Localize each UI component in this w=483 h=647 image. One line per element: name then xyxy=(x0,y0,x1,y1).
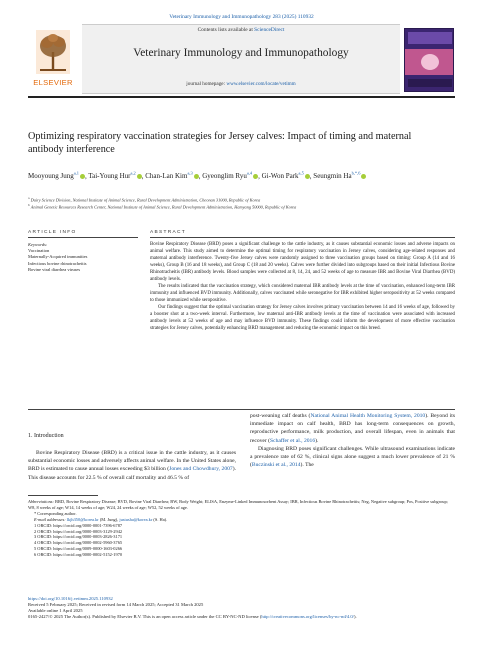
article-title: Optimizing respiratory vaccination strategies for Jersey calves: Impact of timing and maternal antibody interference xyxy=(28,131,412,155)
homepage-line xyxy=(82,81,400,87)
author-name: Chan-Lan Kim xyxy=(145,172,188,181)
journal-info-band xyxy=(82,24,400,94)
body-text: Bovine Respiratory Disease (BRD) is a critical issue in the cattle industry, as it causes substantial economic losses and adversely affects animal welfare. In the United States alone, BRD is estimated to cause annual losses exceeding $3 billion ( xyxy=(28,450,236,473)
author-affiliation-marker[interactable]: a,4 xyxy=(246,171,253,176)
doi-link[interactable]: https://doi.org/10.1016/j.vetimm.2025.110932 xyxy=(28,596,113,601)
journal-header xyxy=(28,24,455,94)
journal-title: Veterinary Immunology and Immunopathology xyxy=(133,47,349,59)
journal-cover-image[interactable] xyxy=(404,28,454,92)
keyword-item: Bovine viral diarrhea viruses xyxy=(28,266,81,272)
cover-art-circle xyxy=(421,54,439,70)
email-name-jung: (M. Jung), xyxy=(98,516,120,522)
keyword-item: Maternally-Acquired immunities xyxy=(28,254,88,260)
license-prefix: 0165-2427/© 2025 The Author(s). Published by Elsevier B.V. This is an open access article under the CC BY-NC-ND license ( xyxy=(28,613,262,619)
author-affiliation-marker[interactable]: a,3 xyxy=(187,171,193,176)
email-link-jung[interactable]: lkjh350@korea.kr xyxy=(66,516,99,522)
citation-link[interactable]: National Animal Health Monitoring System, 2010 xyxy=(310,413,426,419)
citation-link[interactable]: Buczinski et al., 2014 xyxy=(251,462,301,469)
orcid-note[interactable]: 3 ORCID: https://orcid.org/0000-0003-2826-3171 xyxy=(34,534,123,540)
cover-header-block xyxy=(408,32,452,44)
affiliation-a-text: Dairy Science Division, National Institute of Animal Science, Rural Development Administration, Cheonan 31000, Republic of Korea xyxy=(30,197,261,203)
keywords-label: Keywords: xyxy=(28,242,48,247)
author-separator: , xyxy=(258,172,262,181)
orcid-note[interactable]: 4 ORCID: https://orcid.org/0000-0002-5960-3765 xyxy=(34,540,123,546)
author-affiliation-marker[interactable]: b,*,6 xyxy=(351,171,361,176)
journal-reference-link[interactable]: Veterinary Immunology and Immunopathology 283 (2025) 110932 xyxy=(169,14,314,20)
affiliation-a xyxy=(28,196,455,202)
abstract-paragraph: The results indicated that the vaccination strategy, which considered maternal IBR antibody levels at the time of vaccination, enhanced long-term IBR immunity and influenced BVD immunity. Additionally, calves vaccinated while seronegative for IBR exhibited higher seropositivity at 52 weeks compared to those immunized while seropositive. xyxy=(150,284,455,303)
author[interactable] xyxy=(262,172,310,180)
abstract-body xyxy=(150,241,455,332)
orcid-icon[interactable] xyxy=(361,174,366,179)
body-text: ). Beyond its immediate impact on calf health, BRD has long-term consequences on growth, reproductive performance, milk production, and overall lifespan, even in animals that recover ( xyxy=(250,413,456,444)
author-affiliation-marker[interactable]: a,2 xyxy=(130,171,136,176)
author[interactable] xyxy=(28,172,85,180)
header-rule xyxy=(28,96,455,98)
author-name: Mooyoung Jung xyxy=(28,172,74,181)
introduction-left-column xyxy=(28,449,236,482)
orcid-note[interactable]: 1 ORCID: https://orcid.org/0000-0001-7396-6787 xyxy=(34,522,123,528)
license-statement xyxy=(28,614,455,620)
author[interactable] xyxy=(313,172,366,180)
author-name: Gi-Won Park xyxy=(261,172,299,181)
cover-footer-block xyxy=(408,79,452,87)
sciencedirect-link[interactable]: ScienceDirect xyxy=(254,27,285,33)
footnote-rule xyxy=(28,495,98,496)
abbreviations-text: BRD, Bovine Respiratory Disease; BVD, Bovine Viral Diarrhea; BW, Body Weight; ELISA, Enzyme-Linked Immunosorbent Assay; IBR, Infectious Bovine Rhinotracheitis; Neg, Negative subgroup; Pos, Positive subgroup; W8, 8 weeks of age; W14, 14 weeks of age; W24, 24 weeks of age; W52, 52 weeks of age. xyxy=(28,499,448,510)
journal-homepage-link[interactable]: www.elsevier.com/locate/vetimm xyxy=(226,81,296,87)
corresponding-author-note: * Corresponding author. xyxy=(34,510,77,516)
author-separator: , xyxy=(309,172,314,181)
abstract-heading: ABSTRACT xyxy=(150,230,186,235)
abstract-paragraph: Bovine Respiratory Disease (BRD) poses a significant challenge to the cattle industry, as it causes substantial economic losses and adverse impacts on animal welfare. This study aimed to determine the optimal timing for respiratory vaccination in Jersey calves, considering age-related responses and maternal antibody interference. Twenty-five Jersey calves were randomly assigned to three vaccination groups based on timing: Group A (14 and 16 weeks), Group B (16 and 18 weeks), and Group C (18 and 20 weeks). Calves were further divided into subgroups based on their initial Infectious Bovine Rhinotracheitis (IBR) antibody levels. Blood samples were collected at 8, 14, 24, and 52 weeks of age to measure IBR and Bovine Viral Diarrhea (BVD) antibody levels. xyxy=(150,242,455,282)
citation-link[interactable]: Jones and Chowdhury, 2007 xyxy=(169,466,233,473)
orcid-note[interactable]: 6 ORCID: https://orcid.org/0000-0002-5152-1970 xyxy=(34,552,123,558)
elsevier-logo[interactable] xyxy=(28,30,78,92)
affiliation-b xyxy=(28,203,455,209)
orcid-note[interactable]: 5 ORCID: https://orcid.org/0009-0000-1603-0266 xyxy=(34,546,123,552)
keywords-block xyxy=(28,242,138,273)
body-text: ). xyxy=(315,437,319,444)
author[interactable] xyxy=(145,172,198,180)
contents-line xyxy=(82,27,400,33)
body-text: ). The xyxy=(300,462,314,469)
introduction-right-column xyxy=(250,412,455,469)
affiliation-b-marker: b xyxy=(28,203,30,207)
article-info-heading: ARTICLE INFO xyxy=(28,230,77,235)
author-name: Seungmin Ha xyxy=(313,172,352,181)
author-separator: , xyxy=(141,172,146,181)
intro-paragraph xyxy=(250,445,455,470)
intro-paragraph xyxy=(250,412,455,445)
introduction-heading: 1. Introduction xyxy=(28,433,64,439)
received-dates: Received 5 February 2025; Received in revised form 14 March 2025; Accepted 31 March 2025 xyxy=(28,601,204,607)
homepage-prefix: journal homepage: xyxy=(186,81,227,87)
author-separator: , xyxy=(84,172,89,181)
body-text: Diagnosing BRD poses significant challenges. While ultrasound examinations indicate a prevalence rate of 62 %, clinical signs alone suggest a much lower prevalence of 21 % ( xyxy=(250,445,455,469)
abstract-paragraph: Our findings suggest that the optimal vaccination strategy for Jersey calves involves primary vaccination between 14 and 16 weeks of age, followed by a booster shot at a two-week interval. Furthermore, low maternal anti-IBR antibody levels at the time of vaccination were associated with increased antibody levels at 52 weeks of age and may influence BVD immunity. These findings could inform the development of more effective vaccination strategies for Jersey calves, potentially enhancing BRD management and reducing the economic impact on this breed. xyxy=(150,305,455,331)
author-affiliation-marker[interactable]: a,5 xyxy=(298,171,304,176)
license-suffix: ). xyxy=(353,613,357,619)
author-separator: , xyxy=(198,172,203,181)
elsevier-wordmark: ELSEVIER xyxy=(33,78,73,87)
affiliation-a-marker: a xyxy=(28,196,30,200)
abbreviations-note xyxy=(28,499,455,511)
available-online-date: Available online 1 April 2025 xyxy=(28,607,83,613)
elsevier-tree-icon xyxy=(36,30,70,74)
affiliation-b-text: Animal Genetic Resources Research Center, National Institute of Animal Science, Rural Development Administration, Hamyang 50000, Republic of Korea xyxy=(30,204,297,210)
body-text: post-weaning calf deaths ( xyxy=(250,413,311,419)
author-name: Gyeonglim Ryu xyxy=(202,172,247,181)
abstract-rule xyxy=(150,237,455,238)
author-list xyxy=(28,168,448,182)
body-text: ). This disease accounts for 22.5 % of overall calf mortality and 46.5 % of xyxy=(28,466,236,481)
author-affiliation-marker[interactable]: a,1 xyxy=(73,171,79,176)
email-label: E-mail addresses: xyxy=(34,516,66,522)
keyword-item: Vaccination xyxy=(28,248,50,254)
publication-info xyxy=(28,596,455,620)
orcid-note[interactable]: 2 ORCID: https://orcid.org/0000-0003-3129-2942 xyxy=(34,528,123,534)
author[interactable] xyxy=(88,172,141,180)
author-name: Tai-Young Hur xyxy=(88,172,131,181)
license-link[interactable]: http://creativecommons.org/licenses/by-nc-nd/4.0/ xyxy=(261,613,354,619)
email-name-ha: (S. Ha). xyxy=(152,516,168,522)
article-info-rule xyxy=(28,237,138,238)
keyword-item: Infectious bovine rhinotracheitis xyxy=(28,260,87,266)
contents-prefix: Contents lists available at xyxy=(197,27,255,33)
abbreviations-label: Abbreviations: xyxy=(28,499,54,504)
email-link-ha[interactable]: justusha@korea.kr xyxy=(119,516,153,522)
abstract-end-rule xyxy=(28,409,455,410)
author[interactable] xyxy=(202,172,258,180)
citation-link[interactable]: Schaffer et al., 2016 xyxy=(270,437,316,444)
footnotes xyxy=(28,499,455,558)
